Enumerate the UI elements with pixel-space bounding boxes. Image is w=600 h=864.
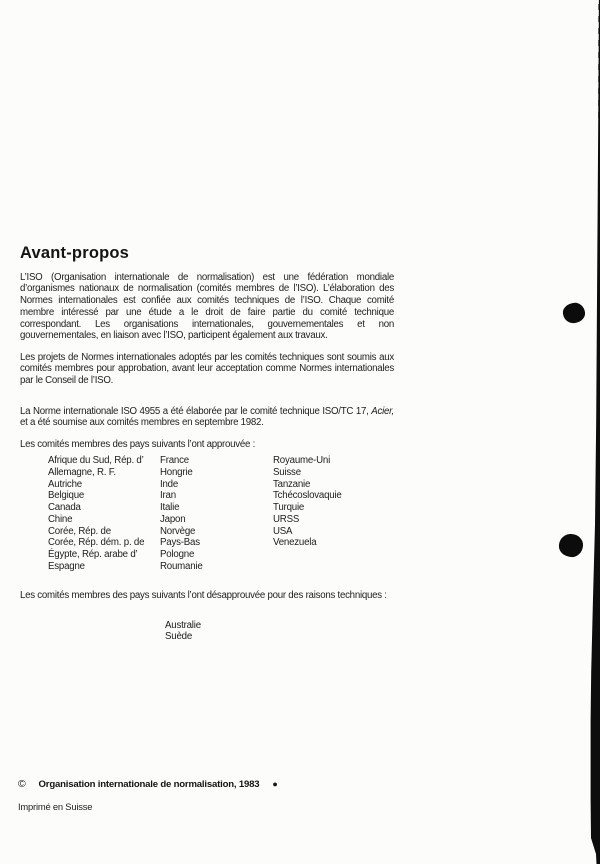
country-item: Suède	[165, 631, 193, 643]
disapproved-countries-intro: Les comités membres des pays suivants l’ont désapprouvée pour des raisons techniques :	[20, 589, 387, 601]
country-item: Hongrie	[160, 466, 193, 478]
disapproved-countries-list	[165, 620, 201, 643]
country-item: Turquie	[273, 502, 305, 513]
country-item: USA	[273, 525, 293, 537]
country-item: Australie	[165, 620, 201, 631]
copyright-line	[18, 778, 278, 790]
copyright-text: Organisation internationale de normalisation, 1983	[38, 778, 260, 790]
paragraph-standard-origin	[20, 406, 394, 430]
country-item: Inde	[160, 478, 179, 490]
approved-countries-intro: Les comités membres des pays suivants l’ont approuvée :	[20, 438, 256, 450]
country-item: Pologne	[160, 549, 195, 560]
approved-countries-column-3	[273, 455, 433, 573]
country-item: Chine	[48, 513, 73, 525]
country-item: Japon	[160, 513, 186, 525]
approved-countries-column-1	[48, 455, 160, 573]
country-item: Corée, Rép. dém. p. de	[48, 537, 145, 549]
paragraph-iso-intro: L’ISO (Organisation internationale de normalisation) est une fédération mondiale d’organismes nationaux de normalisation (comités membres de l’ISO). L’élaboration des Normes internationales est confiée aux comités techniques de l’ISO. Chaque comité membre intéressé par une étude a le droit de faire partie du comité technique correspondant. Les organisations internationales, gouvernementales et non gouvernementales, en liaison avec l’ISO, participent également aux travaux.	[20, 271, 394, 342]
country-item: Tanzanie	[273, 478, 311, 490]
country-item: Égypte, Rép. arabe d’	[48, 549, 138, 560]
page-title: Avant-propos	[20, 244, 130, 263]
country-item: Pays-Bas	[160, 537, 200, 549]
country-item: URSS	[273, 513, 300, 525]
approved-countries-list	[48, 455, 433, 573]
country-item: Afrique du Sud, Rép. d’	[48, 455, 144, 466]
country-item: Iran	[160, 490, 176, 502]
scan-edge-dashes	[598, 4, 599, 124]
committee-name-italic: Acier,	[371, 405, 394, 417]
country-item: Belgique	[48, 490, 85, 502]
copyright-icon: ©	[18, 778, 26, 790]
country-item: Italie	[160, 502, 180, 513]
country-item: France	[160, 455, 189, 466]
paragraph-standard-origin-before: La Norme internationale ISO 4955 a été élaborée par le comité technique ISO/TC 17,	[20, 405, 372, 417]
country-item: Corée, Rép. de	[48, 525, 111, 537]
country-item: Roumanie	[160, 560, 203, 572]
printed-in-line: Imprimé en Suisse	[18, 801, 93, 812]
paragraph-draft-approval: Les projets de Normes internationales adoptés par les comités techniques sont soumis aux comités membres pour approbation, avant leur acceptation comme Normes internationales par le Conseil de l’ISO.	[20, 351, 394, 387]
country-item: Espagne	[48, 560, 85, 572]
country-item: Royaume-Uni	[273, 455, 331, 466]
scan-registration-mark-upper	[562, 302, 587, 325]
country-item: Suisse	[273, 466, 301, 478]
scan-binding-edge-shadow	[586, 0, 600, 864]
approved-countries-column-2	[160, 455, 273, 573]
country-item: Autriche	[48, 478, 82, 490]
bullet-icon: ●	[272, 779, 278, 789]
country-item: Venezuela	[273, 537, 317, 549]
country-item: Allemagne, R. F.	[48, 466, 116, 478]
country-item: Tchécoslovaquie	[273, 490, 342, 502]
country-item: Norvège	[160, 525, 196, 537]
country-item: Canada	[48, 502, 81, 513]
paragraph-standard-origin-after: et a été soumise aux comités membres en septembre 1982.	[20, 417, 264, 429]
scan-registration-mark-lower	[558, 533, 584, 558]
